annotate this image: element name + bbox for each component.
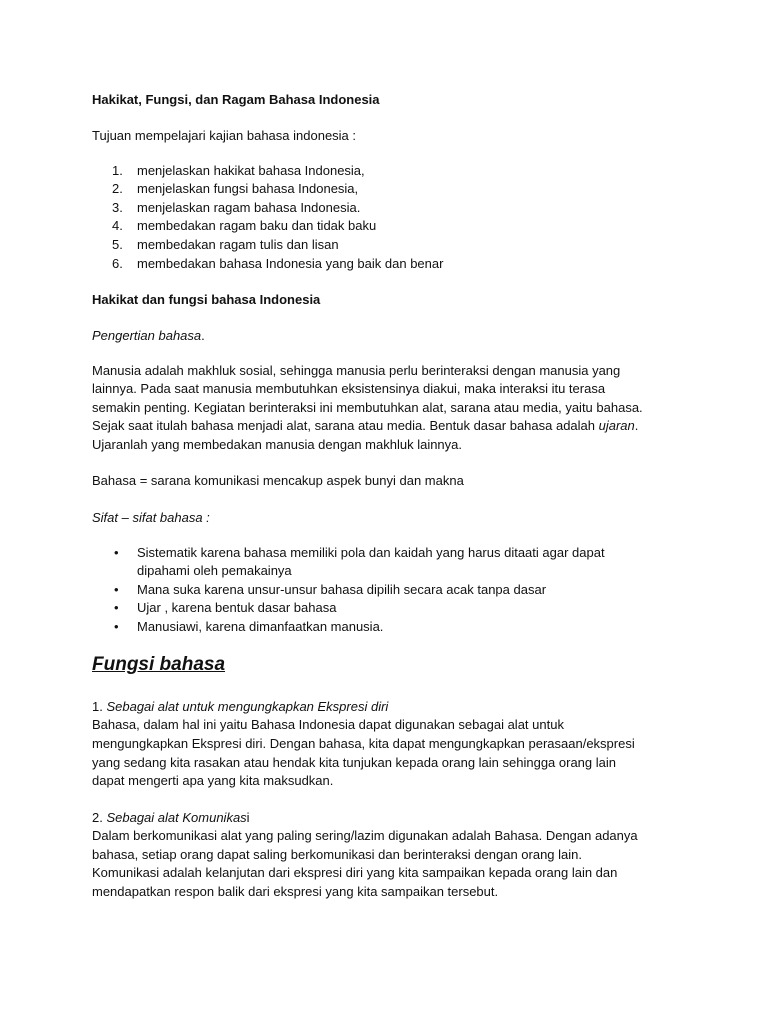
- list-item: membedakan ragam tulis dan lisan: [137, 237, 339, 252]
- list-number: 6.: [112, 256, 123, 271]
- list-number: 3.: [112, 200, 123, 215]
- fungsi-title: [92, 809, 250, 827]
- bullet-icon: •: [114, 545, 119, 560]
- paragraph-line: Komunikasi adalah kelanjutan dari ekspresi diri yang kita sampaikan kepada orang lain dan: [92, 865, 618, 880]
- list-item: Manusiawi, karena dimanfaatkan manusia.: [137, 619, 384, 634]
- sifat-label: Sifat – sifat bahasa :: [92, 510, 210, 525]
- list-number: 4.: [112, 218, 123, 233]
- list-item: Sistematik karena bahasa memiliki pola dan kaidah yang harus ditaati agar dapat: [137, 545, 605, 560]
- list-item-continuation: dipahami oleh pemakainya: [137, 563, 292, 578]
- paragraph-line: yang sedang kita rasakan atau hendak kita tunjukan kepada orang lain sehingga orang lain: [92, 755, 616, 770]
- list-item: Ujar , karena bentuk dasar bahasa: [137, 600, 337, 615]
- paragraph-line: lainnya. Pada saat manusia membutuhkan eksistensinya diakui, maka interaksi itu terasa: [92, 381, 606, 396]
- ujaran-word: ujaran: [598, 418, 635, 433]
- fungsi-number: 2.: [92, 810, 103, 825]
- list-number: 1.: [112, 163, 123, 178]
- list-number: 5.: [112, 237, 123, 252]
- paragraph-line: [92, 417, 638, 435]
- paragraph-line: bahasa, setiap orang dapat saling berkomunikasi dan berinteraksi dengan orang lain.: [92, 847, 582, 862]
- pengertian-label: [92, 327, 205, 345]
- bullet-icon: •: [114, 619, 119, 634]
- paragraph-line: Dalam berkomunikasi alat yang paling sering/lazim digunakan adalah Bahasa. Dengan adanya: [92, 828, 638, 843]
- paragraph-line-text: Sejak saat itulah bahasa menjadi alat, sarana atau media. Bentuk dasar bahasa adalah: [92, 418, 599, 433]
- paragraph-line: mendapatkan respon balik dari ekspresi yang kita sampaikan tersebut.: [92, 884, 499, 899]
- paragraph-line: dapat mengerti apa yang kita maksudkan.: [92, 773, 334, 788]
- list-item: membedakan bahasa Indonesia yang baik dan benar: [137, 256, 444, 271]
- pengertian-dot: .: [201, 328, 205, 343]
- paragraph-line: Bahasa, dalam hal ini yaitu Bahasa Indonesia dapat digunakan sebagai alat untuk: [92, 717, 564, 732]
- paragraph-line: semakin penting. Kegiatan berinteraksi ini membutuhkan alat, sarana atau media, yaitu bahasa.: [92, 400, 643, 415]
- document-title: Hakikat, Fungsi, dan Ragam Bahasa Indonesia: [92, 92, 380, 107]
- ujaran-dot: .: [634, 418, 639, 433]
- fungsi-title-text: Sebagai alat Komunikas: [106, 810, 247, 825]
- fungsi-title-tail: i: [246, 810, 250, 825]
- bullet-icon: •: [114, 582, 119, 597]
- bullet-icon: •: [114, 600, 119, 615]
- list-item: menjelaskan hakikat bahasa Indonesia,: [137, 163, 365, 178]
- list-item: menjelaskan fungsi bahasa Indonesia,: [137, 181, 359, 196]
- paragraph-line: Manusia adalah makhluk sosial, sehingga manusia perlu berinteraksi dengan manusia yang: [92, 363, 621, 378]
- paragraph-line: Ujaranlah yang membedakan manusia dengan makhluk lainnya.: [92, 437, 463, 452]
- section-heading: Hakikat dan fungsi bahasa Indonesia: [92, 292, 321, 307]
- paragraph-line: mengungkapkan Ekspresi diri. Dengan bahasa, kita dapat mengungkapkan perasaan/ekspresi: [92, 736, 635, 751]
- list-number: 2.: [112, 181, 123, 196]
- pengertian-label-text: Pengertian bahasa: [92, 328, 202, 343]
- definition: Bahasa = sarana komunikasi mencakup aspek bunyi dan makna: [92, 473, 464, 488]
- list-item: menjelaskan ragam bahasa Indonesia.: [137, 200, 361, 215]
- list-item: membedakan ragam baku dan tidak baku: [137, 218, 377, 233]
- fungsi-number: 1.: [92, 699, 103, 714]
- fungsi-heading: Fungsi bahasa: [92, 654, 226, 675]
- fungsi-title: [92, 698, 388, 716]
- fungsi-title-text: Sebagai alat untuk mengungkapkan Ekspresi diri: [106, 699, 389, 714]
- tujuan-intro: Tujuan mempelajari kajian bahasa indonesia :: [92, 128, 357, 143]
- list-item: Mana suka karena unsur-unsur bahasa dipilih secara acak tanpa dasar: [137, 582, 547, 597]
